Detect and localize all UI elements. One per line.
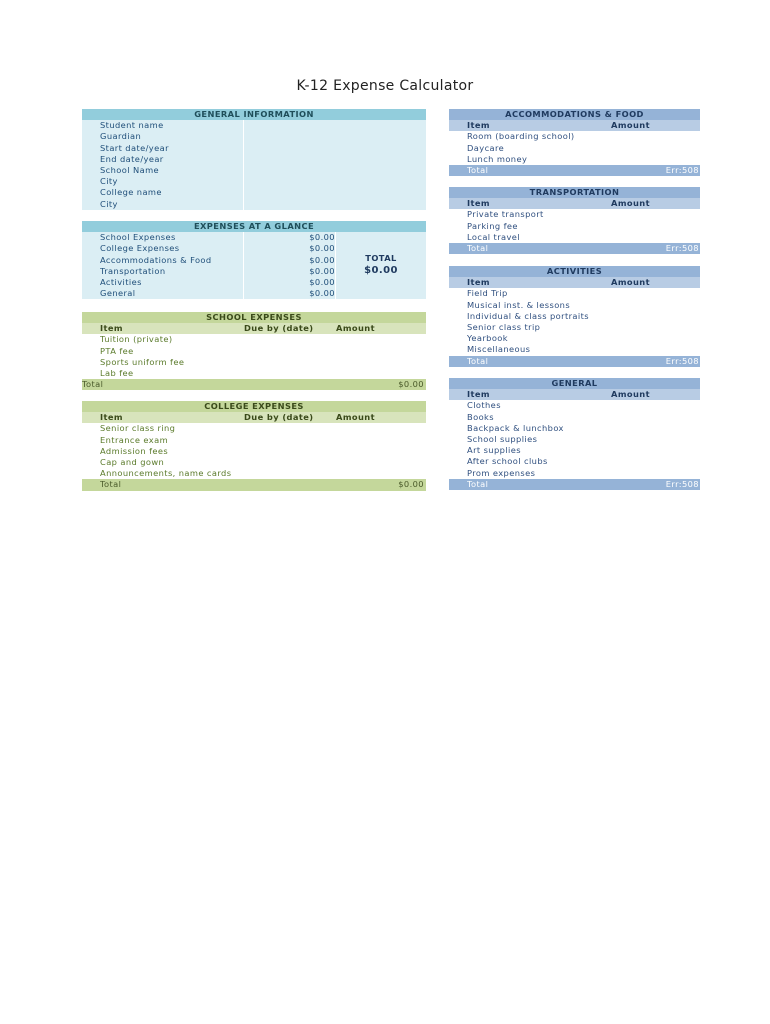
college-item-row: [82, 446, 426, 457]
college-item-row: [82, 435, 426, 446]
glance-value: $0.00: [244, 277, 335, 289]
school-amount-field[interactable]: [336, 334, 416, 345]
school-item-row: [82, 368, 426, 379]
accommodations-amount-field[interactable]: [611, 154, 691, 165]
college-total-row: [82, 479, 426, 490]
general-item-row: [449, 400, 700, 411]
glance-label: School Expenses: [100, 232, 176, 243]
activities-amount-field[interactable]: [611, 311, 691, 322]
school-item-label: Tuition (private): [100, 334, 173, 345]
glance-value: $0.00: [244, 288, 335, 300]
accommodations-col-amount: Amount: [611, 120, 650, 131]
activities-total-label: Total: [467, 355, 489, 366]
general-info-value-field[interactable]: [244, 199, 426, 211]
activities-total-row: [449, 356, 700, 367]
glance-label: College Expenses: [100, 243, 180, 254]
activities-col-amount: Amount: [611, 277, 650, 288]
transportation-amount-field[interactable]: [611, 209, 691, 220]
general-item-label: Art supplies: [467, 445, 521, 456]
general-info-label: City: [100, 198, 118, 209]
activities-item-row: [449, 300, 700, 311]
school-item-row: [82, 346, 426, 357]
school-col-due: Due by (date): [244, 323, 314, 334]
general-info-row: [82, 165, 426, 176]
transportation-amount-field[interactable]: [611, 221, 691, 232]
transportation-item-label: Local travel: [467, 231, 521, 242]
college-col-due: Due by (date): [244, 412, 314, 423]
activities-item-label: Musical inst. & lessons: [467, 299, 571, 310]
activities-item-row: [449, 333, 700, 344]
glance-value: $0.00: [244, 232, 335, 244]
activities-item-label: Yearbook: [467, 333, 508, 344]
general-column-headers: [449, 389, 700, 400]
school-item-label: PTA fee: [100, 345, 134, 356]
glance-label: General: [100, 288, 136, 299]
activities-header: ACTIVITIES: [449, 266, 700, 277]
activities-section: [449, 266, 700, 367]
general-info-row: [82, 131, 426, 142]
transportation-header: TRANSPORTATION: [449, 187, 700, 198]
general-info-label: End date/year: [100, 153, 164, 164]
glance-label: Accommodations & Food: [100, 254, 212, 265]
college-due-field[interactable]: [244, 468, 332, 479]
accommodations-amount-field[interactable]: [611, 143, 691, 154]
transportation-item-label: Parking fee: [467, 220, 518, 231]
school-col-item: Item: [100, 323, 123, 334]
general-item-label: Prom expenses: [467, 467, 536, 478]
activities-item-label: Miscellaneous: [467, 344, 531, 355]
activities-amount-field[interactable]: [611, 333, 691, 344]
activities-amount-field[interactable]: [611, 300, 691, 311]
general-info-label: City: [100, 176, 118, 187]
college-amount-field[interactable]: [336, 446, 416, 457]
general-information-section: [82, 109, 426, 210]
general-total-label: Total: [467, 478, 489, 489]
accommodations-header: ACCOMMODATIONS & FOOD: [449, 109, 700, 120]
expenses-at-a-glance-section: [82, 221, 426, 299]
glance-value: $0.00: [244, 266, 335, 278]
school-amount-field[interactable]: [336, 357, 416, 368]
accommodations-item-label: Daycare: [467, 142, 505, 153]
general-col-amount: Amount: [611, 389, 650, 400]
school-amount-field[interactable]: [336, 368, 416, 379]
college-amount-field[interactable]: [336, 423, 416, 434]
general-item-row: [449, 412, 700, 423]
glance-total-label: TOTAL: [365, 253, 397, 263]
activities-amount-field[interactable]: [611, 344, 691, 355]
college-expenses-section: [82, 401, 426, 491]
page-title: K-12 Expense Calculator: [296, 78, 474, 94]
general-amount-field[interactable]: [611, 456, 691, 467]
glance-label: Activities: [100, 276, 142, 287]
transportation-item-label: Private transport: [467, 209, 544, 220]
glance-value: $0.00: [244, 243, 335, 255]
accommodations-total-value: Err:508: [665, 164, 699, 175]
general-item-row: [449, 445, 700, 456]
college-due-field[interactable]: [244, 435, 332, 446]
general-amount-field[interactable]: [611, 434, 691, 445]
college-item-row: [82, 423, 426, 434]
general-item-label: School supplies: [467, 433, 538, 444]
activities-item-row: [449, 344, 700, 355]
college-amount-field[interactable]: [336, 435, 416, 446]
college-column-headers: [82, 412, 426, 423]
accommodations-item-row: [449, 154, 700, 165]
activities-item-row: [449, 322, 700, 333]
accommodations-total-label: Total: [467, 164, 489, 175]
general-info-row: [82, 120, 426, 131]
school-total-label: Total: [82, 379, 104, 390]
school-col-amount: Amount: [336, 323, 375, 334]
activities-item-row: [449, 288, 700, 299]
accommodations-item-label: Lunch money: [467, 153, 528, 164]
school-expenses-section: [82, 312, 426, 390]
general-item-label: Books: [467, 411, 494, 422]
accommodations-amount-field[interactable]: [611, 131, 691, 142]
general-information-header: GENERAL INFORMATION: [82, 109, 426, 120]
activities-item-label: Field Trip: [467, 288, 508, 299]
general-amount-field[interactable]: [611, 445, 691, 456]
accommodations-col-item: Item: [467, 120, 490, 131]
general-info-label: Guardian: [100, 131, 142, 142]
college-due-field[interactable]: [244, 423, 332, 434]
school-due-field[interactable]: [244, 357, 332, 368]
glance-value: $0.00: [244, 255, 335, 267]
glance-label: Transportation: [100, 265, 166, 276]
general-section: [449, 378, 700, 490]
transportation-amount-field[interactable]: [611, 232, 691, 243]
school-due-field[interactable]: [244, 368, 332, 379]
college-col-item: Item: [100, 412, 123, 423]
activities-item-label: Individual & class portraits: [467, 310, 589, 321]
general-item-row: [449, 434, 700, 445]
transportation-column-headers: [449, 198, 700, 209]
school-total-value: $0.00: [398, 379, 424, 390]
activities-total-value: Err:508: [665, 355, 699, 366]
college-item-label: Announcements, name cards: [100, 468, 232, 479]
college-amount-field[interactable]: [336, 468, 416, 479]
college-amount-field[interactable]: [336, 457, 416, 468]
school-due-field[interactable]: [244, 346, 332, 357]
transportation-total-label: Total: [467, 242, 489, 253]
general-item-label: Backpack & lunchbox: [467, 422, 564, 433]
accommodations-item-row: [449, 143, 700, 154]
school-due-field[interactable]: [244, 334, 332, 345]
general-item-label: Clothes: [467, 400, 501, 411]
college-item-row: [82, 468, 426, 479]
school-column-headers: [82, 323, 426, 334]
college-total-value: $0.00: [398, 479, 424, 490]
college-item-label: Cap and gown: [100, 456, 165, 467]
college-col-amount: Amount: [336, 412, 375, 423]
school-amount-field[interactable]: [336, 346, 416, 357]
activities-item-row: [449, 311, 700, 322]
glance-total-value: $0.00: [364, 265, 398, 276]
school-item-label: Lab fee: [100, 367, 134, 378]
general-amount-field[interactable]: [611, 412, 691, 423]
general-col-item: Item: [467, 389, 490, 400]
general-info-label: Student name: [100, 120, 164, 131]
college-item-label: Senior class ring: [100, 423, 176, 434]
general-info-label: School Name: [100, 164, 160, 175]
general-item-row: [449, 423, 700, 434]
transportation-item-row: [449, 232, 700, 243]
accommodations-item-row: [449, 131, 700, 142]
general-total-row: [449, 479, 700, 490]
college-due-field[interactable]: [244, 457, 332, 468]
activities-amount-field[interactable]: [611, 322, 691, 333]
transportation-section: [449, 187, 700, 254]
accommodations-column-headers: [449, 120, 700, 131]
college-due-field[interactable]: [244, 446, 332, 457]
general-info-row: [82, 199, 426, 210]
general-info-row: [82, 176, 426, 187]
accommodations-item-label: Room (boarding school): [467, 131, 575, 142]
general-header: GENERAL: [449, 378, 700, 389]
general-info-label: College name: [100, 187, 162, 198]
transportation-total-row: [449, 243, 700, 254]
general-info-row: [82, 154, 426, 165]
school-total-row: [82, 379, 426, 390]
general-info-row: [82, 143, 426, 154]
school-item-label: Sports uniform fee: [100, 356, 185, 367]
school-expenses-header: SCHOOL EXPENSES: [82, 312, 426, 323]
transportation-item-row: [449, 221, 700, 232]
accommodations-total-row: [449, 165, 700, 176]
college-total-label: Total: [100, 479, 122, 490]
glance-total-box: [336, 232, 426, 299]
general-info-row: [82, 187, 426, 198]
general-info-label: Start date/year: [100, 142, 169, 153]
general-amount-field[interactable]: [611, 468, 691, 479]
activities-item-label: Senior class trip: [467, 321, 541, 332]
general-item-row: [449, 456, 700, 467]
transportation-col-item: Item: [467, 198, 490, 209]
college-expenses-header: COLLEGE EXPENSES: [82, 401, 426, 412]
general-item-row: [449, 468, 700, 479]
college-item-label: Entrance exam: [100, 434, 169, 445]
general-amount-field[interactable]: [611, 423, 691, 434]
glance-header: EXPENSES AT A GLANCE: [82, 221, 426, 232]
college-item-row: [82, 457, 426, 468]
general-item-label: After school clubs: [467, 456, 548, 467]
general-total-value: Err:508: [665, 478, 699, 489]
transportation-item-row: [449, 209, 700, 220]
school-item-row: [82, 357, 426, 368]
activities-col-item: Item: [467, 277, 490, 288]
school-item-row: [82, 334, 426, 345]
general-amount-field[interactable]: [611, 400, 691, 411]
college-item-label: Admission fees: [100, 445, 169, 456]
activities-column-headers: [449, 277, 700, 288]
activities-amount-field[interactable]: [611, 288, 691, 299]
accommodations-food-section: [449, 109, 700, 176]
transportation-col-amount: Amount: [611, 198, 650, 209]
transportation-total-value: Err:508: [665, 242, 699, 253]
